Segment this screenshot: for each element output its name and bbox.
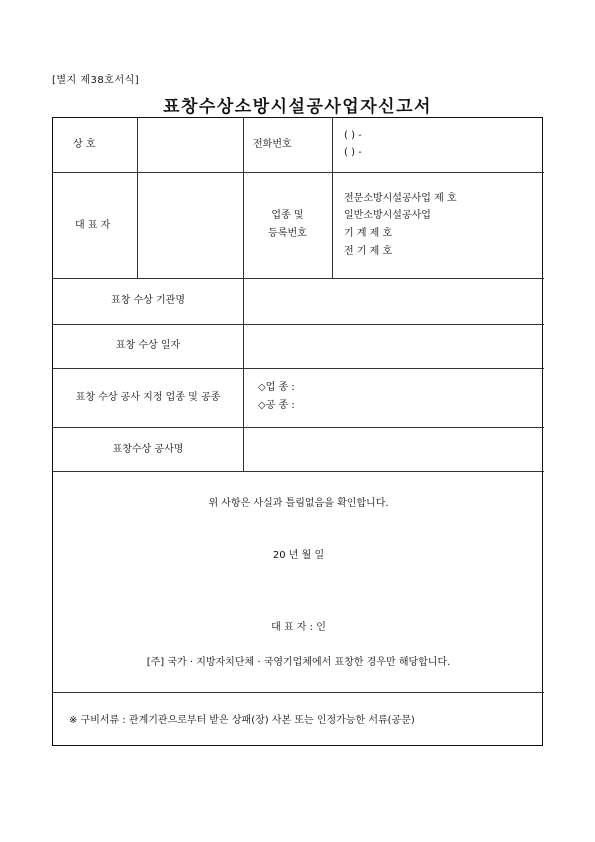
award-date-field[interactable]	[249, 329, 539, 365]
business-option-special[interactable]: 전문소방시설공사업 제 호	[344, 193, 457, 204]
column-divider	[137, 118, 138, 278]
work-kind-line[interactable]: ◇공 종 :	[258, 400, 295, 411]
column-divider	[332, 118, 333, 278]
form-number: [별지 제38호서식]	[52, 75, 140, 86]
row-divider	[53, 471, 544, 472]
row-divider	[53, 368, 544, 369]
row-divider	[53, 172, 544, 173]
award-org-field[interactable]	[249, 284, 539, 320]
business-type-label-2: 등록번호	[268, 228, 307, 239]
phone-label: 전화번호	[253, 139, 292, 150]
business-option-mechanical[interactable]: 기 계 제 호	[344, 228, 393, 239]
business-option-general[interactable]: 일반소방시설공사업	[344, 210, 431, 221]
page-title: 표창수상소방시설공사업자신고서	[163, 97, 432, 117]
phone-line-2[interactable]: ( ) -	[344, 147, 362, 158]
award-date-label: 표창 수상 일자	[115, 340, 181, 351]
business-type-label-1: 업종 및	[271, 210, 304, 221]
row-divider	[53, 692, 544, 693]
award-project-label: 표창수상 공사명	[112, 444, 184, 455]
row-divider	[53, 324, 544, 325]
work-type-line[interactable]: ◇업 종 :	[258, 382, 295, 393]
award-work-label: 표창 수상 공사 지정 업종 및 공종	[75, 392, 221, 403]
row-divider	[53, 427, 544, 428]
representative-label: 대 표 자	[75, 220, 111, 231]
business-option-electrical[interactable]: 전 기 제 호	[344, 246, 393, 257]
company-name-label: 상 호	[73, 139, 96, 150]
award-project-field[interactable]	[249, 432, 539, 468]
attachment-note: ※ 구비서류 : 관계기관으로부터 받은 상패(장) 사본 또는 인정가능한 서류(공문)	[69, 715, 415, 726]
company-name-field[interactable]	[141, 126, 239, 164]
row-divider	[53, 278, 544, 279]
representative-signature[interactable]: 대 표 자 : 인	[271, 622, 326, 633]
representative-field[interactable]	[141, 180, 239, 272]
report-form-table	[52, 117, 543, 746]
phone-line-1[interactable]: ( ) -	[344, 130, 362, 141]
column-divider	[243, 278, 244, 471]
confirmation-text: 위 사항은 사실과 틀림없음을 확인합니다.	[208, 498, 389, 509]
date-line[interactable]: 20 년 월 일	[272, 550, 325, 561]
column-divider	[243, 118, 244, 278]
footnote: [주] 국가 · 지방자치단체 · 국영기업체에서 표창한 경우만 해당합니다.	[146, 657, 451, 668]
award-org-label: 표창 수상 기관명	[111, 295, 185, 306]
